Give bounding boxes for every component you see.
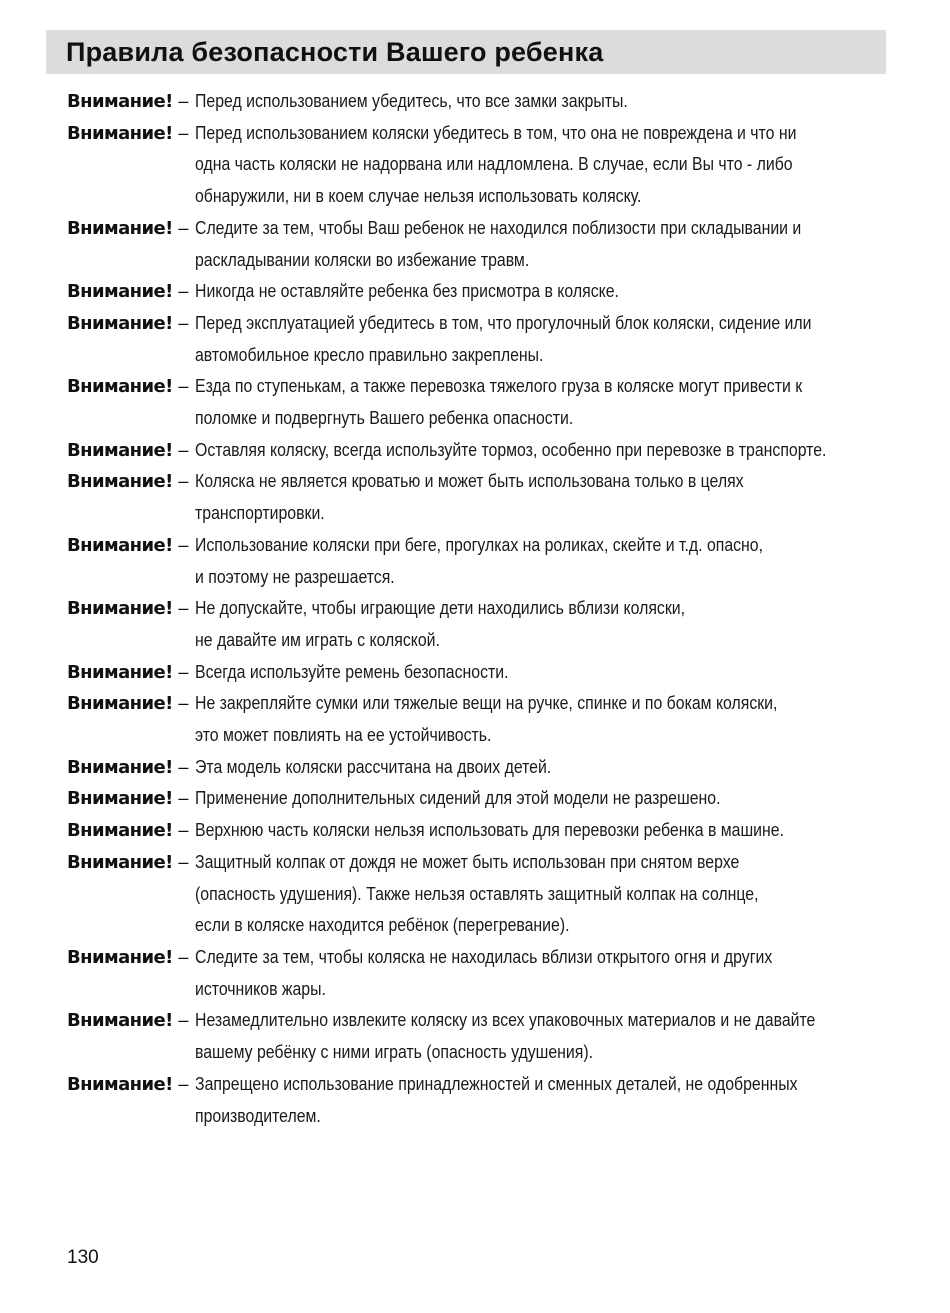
- page-title: Правила безопасности Вашего ребенка: [66, 36, 604, 67]
- warning-text-line: Следите за тем, чтобы коляска не находилась вблизи открытого огня и других: [195, 946, 773, 967]
- warning-label: [67, 371, 195, 403]
- warning-dash: –: [178, 788, 189, 809]
- warning-dash: –: [178, 217, 189, 238]
- warning-text-line: и поэтому не разрешается.: [195, 566, 395, 587]
- warning-dash: –: [178, 661, 189, 682]
- warning-text-line: автомобильное кресло правильно закреплены.: [195, 344, 544, 365]
- warning-item: [67, 1069, 897, 1132]
- warning-item: [67, 593, 897, 656]
- warning-text: [195, 783, 813, 815]
- warning-text-line: Верхнюю часть коляски нельзя использовать для перевозки ребенка в машине.: [195, 820, 784, 841]
- warning-label: [67, 118, 195, 150]
- warning-label: [67, 1069, 195, 1101]
- warning-label-text: Внимание!: [67, 122, 173, 144]
- warning-label-text: Внимание!: [67, 1010, 173, 1032]
- warning-label: [67, 752, 195, 784]
- warning-text-line: Эта модель коляски рассчитана на двоих детей.: [195, 756, 552, 777]
- warning-dash: –: [178, 756, 189, 777]
- warning-text-line: Никогда не оставляйте ребенка без присмотра в коляске.: [195, 281, 619, 302]
- warning-label: [67, 308, 195, 340]
- warning-item: [67, 783, 897, 815]
- warning-text-line: вашему ребёнку с ними играть (опасность удушения).: [195, 1042, 594, 1063]
- warning-dash: –: [178, 820, 189, 841]
- warning-text: [195, 593, 813, 656]
- warning-label-text: Внимание!: [67, 820, 173, 842]
- warning-label-text: Внимание!: [67, 851, 173, 873]
- warning-label-text: Внимание!: [67, 598, 173, 620]
- warning-dash: –: [178, 946, 189, 967]
- warning-text-line: Не допускайте, чтобы играющие дети находились вблизи коляски,: [195, 598, 686, 619]
- warning-label: [67, 942, 195, 974]
- warning-text-line: Оставляя коляску, всегда используйте тормоз, особенно при перевозке в транспорте.: [195, 439, 827, 460]
- warning-label-text: Внимание!: [67, 756, 173, 778]
- warning-label: [67, 276, 195, 308]
- warning-text: [195, 1005, 815, 1068]
- warning-text-line: производителем.: [195, 1105, 321, 1126]
- warning-text: [195, 276, 813, 308]
- warning-dash: –: [178, 1010, 189, 1031]
- warning-item: [67, 118, 897, 213]
- page-number: 130: [67, 1247, 99, 1268]
- warning-text-line: Перед эксплуатацией убедитесь в том, что прогулочный блок коляски, сидение или: [195, 312, 812, 333]
- warning-item: [67, 435, 897, 467]
- warning-text: [195, 530, 813, 593]
- warning-label-text: Внимание!: [67, 281, 173, 303]
- warning-text-line: Следите за тем, чтобы Ваш ребенок не находился поблизости при складывании и: [195, 217, 802, 238]
- warning-item: [67, 371, 897, 434]
- warning-dash: –: [178, 1073, 189, 1094]
- warning-text-line: раскладывании коляски во избежание травм.: [195, 249, 530, 270]
- warning-item: [67, 1005, 897, 1068]
- warning-label: [67, 657, 195, 689]
- warning-text: [195, 815, 813, 847]
- warning-text-line: транспортировки.: [195, 503, 325, 524]
- warning-text-line: если в коляске находится ребёнок (перегревание).: [195, 915, 570, 936]
- warning-text-line: источников жары.: [195, 978, 326, 999]
- warning-text-line: Не закрепляйте сумки или тяжелые вещи на ручке, спинке и по бокам коляски,: [195, 693, 778, 714]
- warning-text: [195, 688, 813, 751]
- warning-label: [67, 1005, 195, 1037]
- warning-text: [195, 1069, 813, 1132]
- warning-text: [195, 435, 826, 467]
- warning-text-line: Использование коляски при беге, прогулках на роликах, скейте и т.д. опасно,: [195, 534, 764, 555]
- warning-label-text: Внимание!: [67, 439, 173, 461]
- warning-item: [67, 688, 897, 751]
- warning-dash: –: [178, 281, 189, 302]
- warning-label: [67, 688, 195, 720]
- warning-item: [67, 213, 897, 276]
- warning-text: [195, 213, 813, 276]
- warning-text-line: Коляска не является кроватью и может быть использована только в целях: [195, 471, 744, 492]
- warning-item: [67, 752, 897, 784]
- warning-item: [67, 466, 897, 529]
- warning-text-line: это может повлиять на ее устойчивость.: [195, 725, 492, 746]
- warning-label: [67, 815, 195, 847]
- warning-dash: –: [178, 91, 189, 111]
- warning-dash: –: [178, 693, 189, 714]
- warning-text: [195, 942, 813, 1005]
- warning-dash: –: [178, 122, 189, 143]
- warning-label: [67, 466, 195, 498]
- warning-text-line: Незамедлительно извлеките коляску из всех упаковочных материалов и не давайте: [195, 1010, 816, 1031]
- warning-label: [67, 783, 195, 815]
- warning-text: [195, 371, 813, 434]
- warning-label-text: Внимание!: [67, 217, 173, 239]
- warning-dash: –: [178, 439, 189, 460]
- warning-label-text: Внимание!: [67, 471, 173, 493]
- warning-text: [195, 847, 813, 942]
- warning-item: [67, 657, 897, 689]
- warning-text-line: (опасность удушения). Также нельзя оставлять защитный колпак на солнце,: [195, 883, 759, 904]
- warning-item: [67, 276, 897, 308]
- warning-text-line: Защитный колпак от дождя не может быть использован при снятом верхе: [195, 851, 740, 872]
- warning-text: [195, 466, 813, 529]
- warning-text-line: Применение дополнительных сидений для этой модели не разрешено.: [195, 788, 721, 809]
- warning-label-text: Внимание!: [67, 661, 173, 683]
- warning-label-text: Внимание!: [67, 1073, 173, 1095]
- warning-dash: –: [178, 598, 189, 619]
- warning-text-line: не давайте им играть с коляской.: [195, 629, 440, 650]
- warning-dash: –: [178, 534, 189, 555]
- warning-text: [195, 657, 813, 689]
- warning-text-line: поломке и подвергнуть Вашего ребенка опасности.: [195, 408, 574, 429]
- warning-label-text: Внимание!: [67, 693, 173, 715]
- warning-label: [67, 435, 195, 467]
- warning-text-line: Езда по ступенькам, а также перевозка тяжелого груза в коляске могут привести к: [195, 376, 803, 397]
- warning-dash: –: [178, 376, 189, 397]
- warning-label: [67, 847, 195, 879]
- warning-label-text: Внимание!: [67, 788, 173, 810]
- warning-label: [67, 530, 195, 562]
- warning-text: [195, 308, 813, 371]
- warning-dash: –: [178, 471, 189, 492]
- warning-dash: –: [178, 851, 189, 872]
- warning-label-text: Внимание!: [67, 946, 173, 968]
- warning-label-text: Внимание!: [67, 312, 173, 334]
- warnings-list: [67, 86, 897, 1132]
- warning-text: [195, 752, 813, 784]
- warning-text-line: Перед использованием убедитесь, что все замки закрыты.: [195, 91, 628, 111]
- warning-dash: –: [178, 312, 189, 333]
- warning-item: [67, 530, 897, 593]
- warning-item: [67, 308, 897, 371]
- warning-item: [67, 847, 897, 942]
- warning-text: [195, 86, 813, 118]
- warning-label: [67, 593, 195, 625]
- warning-text-line: Запрещено использование принадлежностей и сменных деталей, не одобренных: [195, 1073, 798, 1094]
- warning-text-line: обнаружили, ни в коем случае нельзя использовать коляску.: [195, 186, 642, 207]
- warning-text-line: Перед использованием коляски убедитесь в том, что она не повреждена и что ни: [195, 122, 797, 143]
- warning-label: [67, 86, 195, 118]
- warning-label-text: Внимание!: [67, 376, 173, 398]
- warning-text-line: Всегда используйте ремень безопасности.: [195, 661, 509, 682]
- warning-label-text: Внимание!: [67, 91, 173, 112]
- warning-label: [67, 213, 195, 245]
- warning-item: [67, 942, 897, 1005]
- warning-text: [195, 118, 813, 213]
- warning-text-line: одна часть коляски не надорвана или надломлена. В случае, если Вы что - либо: [195, 154, 793, 175]
- title-bar: [46, 30, 886, 74]
- warning-item: [67, 86, 897, 118]
- warning-item: [67, 815, 897, 847]
- warning-label-text: Внимание!: [67, 534, 173, 556]
